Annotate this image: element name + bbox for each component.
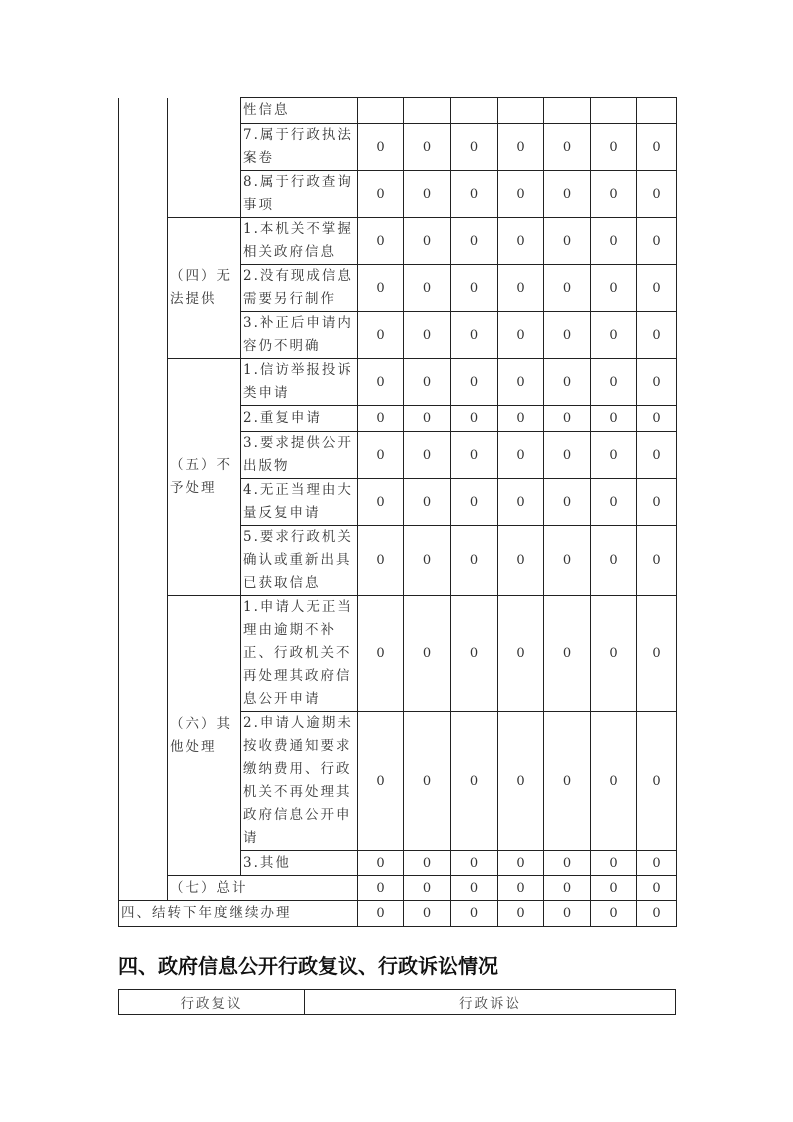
value-cell: 0 [451, 876, 498, 901]
value-cell: 0 [544, 851, 591, 876]
value-cell [451, 98, 498, 124]
value-cell: 0 [404, 901, 451, 927]
value-cell: 0 [404, 432, 451, 479]
row-label: 3.其他 [241, 851, 358, 876]
value-cell: 0 [544, 312, 591, 359]
value-cell: 0 [498, 479, 544, 526]
value-cell: 0 [544, 265, 591, 312]
value-cell: 0 [358, 359, 404, 406]
row-label: 2.重复申请 [241, 406, 358, 432]
value-cell: 0 [451, 432, 498, 479]
row-label: 5.要求行政机关确认或重新出具已获取信息 [241, 526, 358, 596]
value-cell: 0 [451, 124, 498, 171]
row-label: 性信息 [241, 98, 358, 124]
value-cell: 0 [544, 596, 591, 712]
value-cell: 0 [404, 596, 451, 712]
value-cell: 0 [451, 312, 498, 359]
value-cell: 0 [591, 712, 637, 851]
value-cell: 0 [358, 901, 404, 927]
value-cell [358, 98, 404, 124]
value-cell: 0 [591, 901, 637, 927]
row-label: 8.属于行政查询事项 [241, 171, 358, 218]
row-label: 1.申请人无正当理由逾期不补正、行政机关不再处理其政府信息公开申请 [241, 596, 358, 712]
table-row [119, 876, 677, 901]
value-cell: 0 [404, 171, 451, 218]
row-label: 3.补正后申请内容仍不明确 [241, 312, 358, 359]
value-cell: 0 [358, 526, 404, 596]
value-cell: 0 [591, 596, 637, 712]
value-cell: 0 [498, 901, 544, 927]
value-cell: 0 [544, 712, 591, 851]
value-cell: 0 [591, 876, 637, 901]
value-cell: 0 [591, 432, 637, 479]
value-cell: 0 [637, 876, 677, 901]
value-cell: 0 [591, 479, 637, 526]
value-cell: 0 [451, 479, 498, 526]
value-cell: 0 [498, 876, 544, 901]
value-cell: 0 [358, 432, 404, 479]
header-admin-litigation: 行政诉讼 [305, 990, 676, 1015]
row-label: 2.申请人逾期未按收费通知要求缴纳费用、行政机关不再处理其政府信息公开申请 [241, 712, 358, 851]
value-cell: 0 [498, 124, 544, 171]
row-label: 1.信访举报投诉类申请 [241, 359, 358, 406]
value-cell: 0 [498, 406, 544, 432]
value-cell: 0 [358, 406, 404, 432]
value-cell: 0 [544, 218, 591, 265]
value-cell: 0 [451, 901, 498, 927]
value-cell: 0 [498, 432, 544, 479]
group-label-unable-to-provide: （四）无法提供 [168, 218, 241, 359]
value-cell: 0 [404, 876, 451, 901]
value-cell: 0 [637, 265, 677, 312]
value-cell: 0 [358, 124, 404, 171]
value-cell: 0 [358, 171, 404, 218]
value-cell: 0 [404, 359, 451, 406]
subcategory-cell [168, 98, 241, 218]
value-cell: 0 [544, 479, 591, 526]
value-cell: 0 [358, 479, 404, 526]
value-cell: 0 [404, 851, 451, 876]
row-label: 7.属于行政执法案卷 [241, 124, 358, 171]
value-cell: 0 [544, 171, 591, 218]
value-cell: 0 [544, 432, 591, 479]
value-cell: 0 [637, 124, 677, 171]
row-label: 3.要求提供公开出版物 [241, 432, 358, 479]
table-row [119, 596, 677, 712]
value-cell: 0 [451, 596, 498, 712]
value-cell: 0 [498, 171, 544, 218]
value-cell: 0 [544, 901, 591, 927]
group-label-other-processing: （六）其他处理 [168, 596, 241, 876]
row-label: 1.本机关不掌握相关政府信息 [241, 218, 358, 265]
value-cell: 0 [591, 124, 637, 171]
value-cell: 0 [358, 218, 404, 265]
value-cell: 0 [637, 596, 677, 712]
group-label-not-processed: （五）不予处理 [168, 359, 241, 596]
value-cell: 0 [404, 312, 451, 359]
value-cell: 0 [498, 218, 544, 265]
value-cell: 0 [591, 265, 637, 312]
row-label: 四、结转下年度继续办理 [119, 901, 358, 927]
value-cell: 0 [591, 526, 637, 596]
value-cell: 0 [544, 526, 591, 596]
value-cell: 0 [498, 265, 544, 312]
value-cell: 0 [451, 265, 498, 312]
value-cell: 0 [498, 851, 544, 876]
value-cell: 0 [591, 218, 637, 265]
value-cell [404, 98, 451, 124]
value-cell: 0 [637, 479, 677, 526]
value-cell [637, 98, 677, 124]
value-cell: 0 [451, 406, 498, 432]
value-cell: 0 [498, 712, 544, 851]
value-cell: 0 [498, 359, 544, 406]
value-cell: 0 [591, 312, 637, 359]
disclosure-results-table [118, 97, 677, 927]
value-cell: 0 [637, 171, 677, 218]
value-cell: 0 [451, 171, 498, 218]
table-row [119, 98, 677, 124]
value-cell: 0 [451, 359, 498, 406]
value-cell: 0 [451, 218, 498, 265]
table-row [119, 218, 677, 265]
value-cell: 0 [591, 359, 637, 406]
section-heading: 四、政府信息公开行政复议、行政诉讼情况 [118, 954, 498, 978]
table-row [119, 901, 677, 927]
value-cell: 0 [544, 359, 591, 406]
value-cell: 0 [404, 265, 451, 312]
value-cell [544, 98, 591, 124]
value-cell: 0 [498, 312, 544, 359]
value-cell: 0 [637, 901, 677, 927]
value-cell: 0 [498, 526, 544, 596]
value-cell: 0 [498, 596, 544, 712]
value-cell: 0 [404, 712, 451, 851]
value-cell [591, 98, 637, 124]
value-cell: 0 [404, 124, 451, 171]
value-cell: 0 [591, 851, 637, 876]
value-cell: 0 [637, 432, 677, 479]
row-label: 4.无正当理由大量反复申请 [241, 479, 358, 526]
value-cell: 0 [637, 218, 677, 265]
value-cell: 0 [591, 406, 637, 432]
review-litigation-table [118, 989, 676, 1015]
value-cell: 0 [451, 526, 498, 596]
value-cell: 0 [358, 596, 404, 712]
value-cell: 0 [404, 218, 451, 265]
value-cell: 0 [451, 712, 498, 851]
value-cell: 0 [404, 406, 451, 432]
value-cell: 0 [637, 406, 677, 432]
value-cell: 0 [404, 526, 451, 596]
row-label: （七）总计 [168, 876, 358, 901]
value-cell: 0 [544, 876, 591, 901]
header-admin-review: 行政复议 [119, 990, 305, 1015]
category-cell [119, 98, 168, 901]
value-cell: 0 [358, 851, 404, 876]
value-cell: 0 [451, 851, 498, 876]
row-label: 2.没有现成信息需要另行制作 [241, 265, 358, 312]
value-cell: 0 [404, 479, 451, 526]
value-cell: 0 [637, 851, 677, 876]
value-cell: 0 [358, 712, 404, 851]
table-row [119, 359, 677, 406]
value-cell [498, 98, 544, 124]
value-cell: 0 [544, 406, 591, 432]
value-cell: 0 [544, 124, 591, 171]
value-cell: 0 [591, 171, 637, 218]
value-cell: 0 [637, 712, 677, 851]
value-cell: 0 [637, 312, 677, 359]
value-cell: 0 [358, 876, 404, 901]
value-cell: 0 [358, 312, 404, 359]
value-cell: 0 [637, 526, 677, 596]
value-cell: 0 [358, 265, 404, 312]
value-cell: 0 [637, 359, 677, 406]
